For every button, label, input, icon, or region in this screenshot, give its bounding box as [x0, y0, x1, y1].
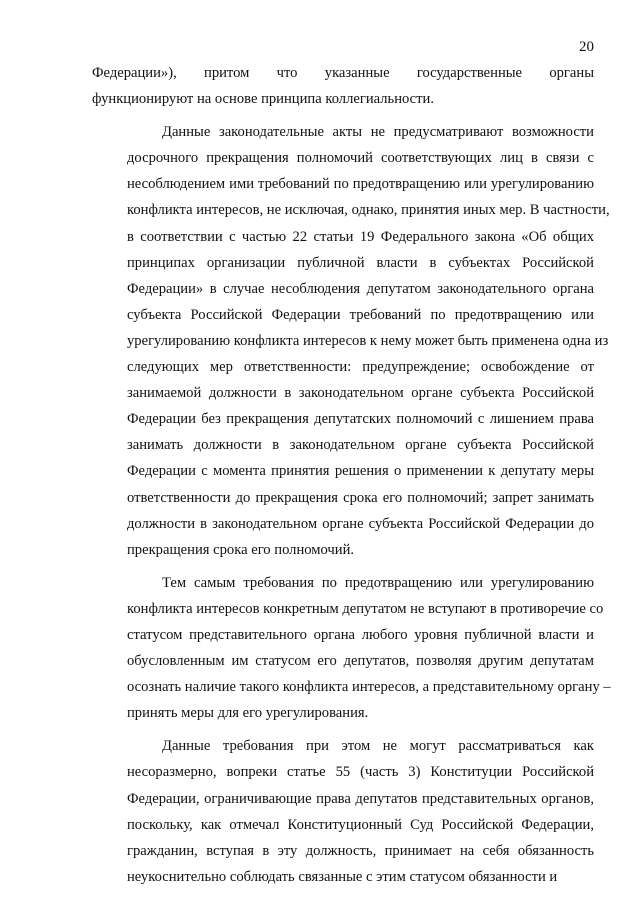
text-line: Федерации» в случае несоблюдения депутатом законодательного органа — [127, 280, 594, 297]
text-line: следующих мер ответственности: предупреждение; освобождение от — [127, 359, 594, 376]
text-line: Тем самым требования по предотвращению или урегулированию — [162, 574, 594, 591]
text-line: занимаемой должности в законодательном органе субъекта Российской — [127, 385, 594, 402]
paragraph — [92, 570, 611, 727]
page-number: 20 — [579, 39, 594, 55]
text-line: досрочного прекращения полномочий соответствующих лиц в связи с — [127, 150, 594, 167]
paragraph — [92, 60, 594, 112]
paragraph-gap — [92, 563, 594, 570]
text-line: Данные законодательные акты не предусматривают возможности — [162, 124, 594, 141]
text-line: занимать должности в законодательном органе субъекта Российской — [127, 437, 594, 454]
text-line: принять меры для его урегулирования. — [127, 705, 369, 722]
text-line: Федерации с момента принятия решения о применении к депутату меры — [127, 463, 594, 480]
text-line: должности в законодательном органе субъекта Российской Федерации до — [127, 515, 594, 532]
paragraph — [92, 733, 594, 890]
text-line: несоблюдением ими требований по предотвращению или урегулированию — [127, 176, 594, 193]
text-line: конфликта интересов, не исключая, однако, принятия иных мер. В частности, — [127, 202, 610, 219]
text-line: гражданин, вступая в эту должность, принимает на себя обязанность — [127, 842, 594, 859]
text-line: субъекта Российской Федерации требований по предотвращению или — [127, 306, 594, 323]
text-line: функционируют на основе принципа коллегиальности. — [92, 91, 434, 108]
document-body — [92, 60, 611, 890]
paragraph — [92, 119, 610, 563]
text-line: осознать наличие такого конфликта интересов, а представительному органу – — [127, 679, 611, 696]
text-line: в соответствии с частью 22 статьи 19 Федерального закона «Об общих — [127, 228, 594, 245]
paragraph-gap — [92, 726, 594, 733]
text-line: Федерации, ограничивающие права депутатов представительных органов, — [127, 790, 594, 807]
text-line: неукоснительно соблюдать связанные с этим статусом обязанности и — [127, 868, 558, 885]
text-line: обусловленным им статусом его депутатов, позволяя другим депутатам — [127, 653, 594, 670]
paragraph-gap — [92, 112, 594, 119]
text-line: статусом представительного органа любого уровня публичной власти и — [127, 626, 594, 643]
text-line: поскольку, как отмечал Конституционный Суд Российской Федерации, — [127, 816, 594, 833]
text-line: принципах организации публичной власти в субъектах Российской — [127, 254, 594, 271]
text-line: прекращения срока его полномочий. — [127, 541, 355, 558]
text-line: Данные требования при этом не могут рассматриваться как — [162, 738, 594, 755]
text-line: конфликта интересов конкретным депутатом не вступают в противоречие со — [127, 600, 604, 617]
text-line: несоразмерно, вопреки статье 55 (часть 3) Конституции Российской — [127, 764, 594, 781]
text-line: Федерации»), притом что указанные государственные органы — [92, 65, 594, 81]
text-line: урегулированию конфликта интересов к нему может быть применена одна из — [127, 332, 609, 349]
text-line: ответственности до прекращения срока его полномочий; запрет занимать — [127, 489, 594, 506]
text-line: Федерации без прекращения депутатских полномочий с лишением права — [127, 411, 594, 428]
